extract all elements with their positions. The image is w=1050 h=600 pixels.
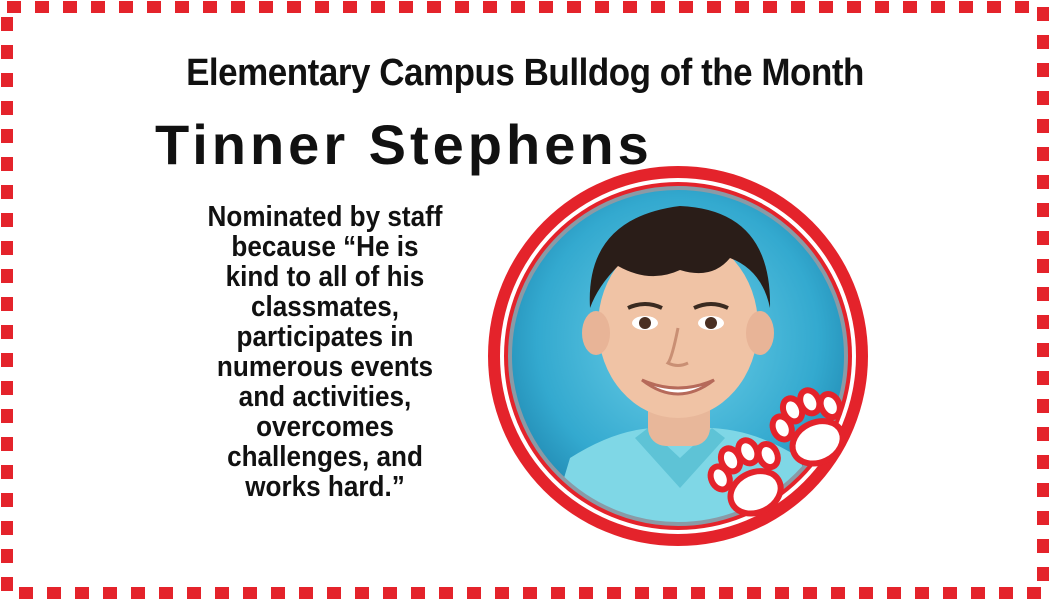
student-name: Tinner Stephens bbox=[155, 113, 653, 176]
nomination-quote: Nominated by staff because “He is kind to all of his classmates, participates in numerous events and activities, overcomes challenges, and works hard.” bbox=[207, 201, 443, 503]
award-title: Elementary Campus Bulldog of the Month bbox=[186, 52, 864, 94]
student-photo-badge bbox=[480, 158, 880, 558]
portrait-photo bbox=[480, 158, 880, 558]
